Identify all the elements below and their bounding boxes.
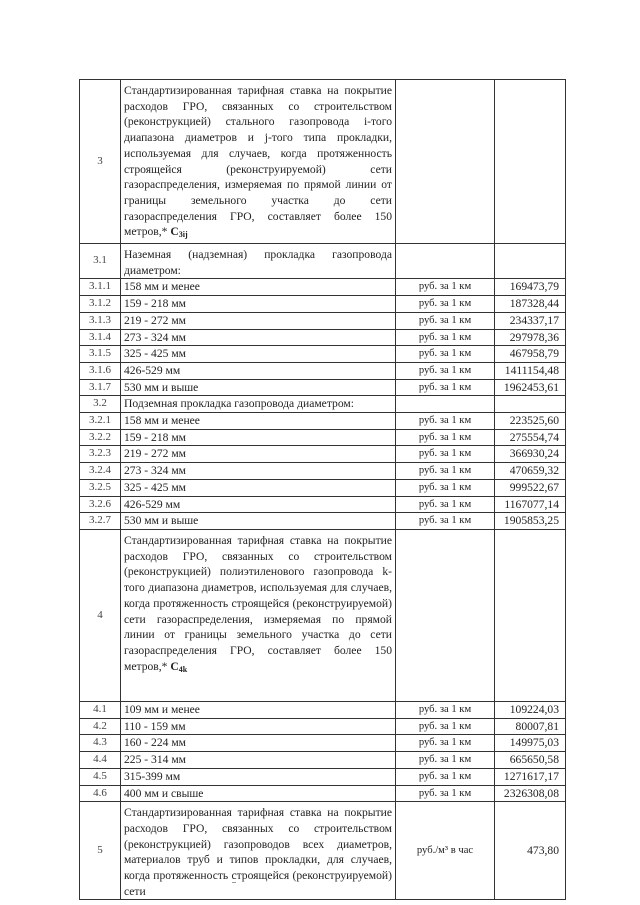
row-value: 665650,58	[495, 752, 566, 769]
row-unit: руб. за 1 км	[396, 379, 495, 396]
row-number: 3	[80, 80, 121, 244]
row-value: 470659,32	[495, 463, 566, 480]
row-number: 3.2.3	[80, 446, 121, 463]
table-row	[80, 429, 566, 446]
row-number: 3.2	[80, 396, 121, 413]
rate-symbol: $С_{4k}$	[170, 659, 188, 674]
table-row	[80, 80, 566, 244]
row-description: 530 мм и выше	[121, 379, 396, 396]
table-row	[80, 463, 566, 480]
row-unit	[396, 80, 495, 244]
table-row	[80, 329, 566, 346]
table-row	[80, 413, 566, 430]
row-value: 1411154,48	[495, 362, 566, 379]
row-value: 1167077,14	[495, 496, 566, 513]
row-value: 1962453,61	[495, 379, 566, 396]
row-number: 4	[80, 529, 121, 701]
row-description: 219 - 272 мм	[121, 446, 396, 463]
table-row	[80, 768, 566, 785]
row-number: 3.2.7	[80, 513, 121, 530]
row-value	[495, 80, 566, 244]
row-number: 4.1	[80, 701, 121, 718]
row-number: 3.2.2	[80, 429, 121, 446]
row-description: 325 - 425 мм	[121, 479, 396, 496]
row-description: 273 - 324 мм	[121, 329, 396, 346]
table-row	[80, 346, 566, 363]
row-value: 169473,79	[495, 279, 566, 296]
row-unit: руб. за 1 км	[396, 362, 495, 379]
row-unit: руб./м³ в час	[396, 802, 495, 900]
scan-mark	[232, 882, 236, 883]
table-row	[80, 279, 566, 296]
row-description: Стандартизированная тарифная ставка на покрытие расходов ГРО, связанных со строительством (реконструкцией) полиэтиленового газопровода k-того диапазона диаметров, используемая для случаев, когда протяженность строящейся (реконструируемой) сети газораспределения, измеряемая по прямой линии от границы земельного участка до сети газораспределения ГРО, составляет более 150 метров,* $С_{4k}$	[121, 529, 396, 701]
row-value	[495, 396, 566, 413]
row-number: 4.2	[80, 718, 121, 735]
row-description: 159 - 218 мм	[121, 429, 396, 446]
row-value: 109224,03	[495, 701, 566, 718]
row-number: 3.2.1	[80, 413, 121, 430]
row-unit: руб. за 1 км	[396, 701, 495, 718]
row-unit: руб. за 1 км	[396, 329, 495, 346]
row-unit: руб. за 1 км	[396, 413, 495, 430]
row-unit: руб. за 1 км	[396, 279, 495, 296]
row-number: 4.3	[80, 735, 121, 752]
row-unit: руб. за 1 км	[396, 296, 495, 313]
row-number: 3.1.1	[80, 279, 121, 296]
row-description: Стандартизированная тарифная ставка на покрытие расходов ГРО, связанных со строительством (реконструкцией) стального газопровода i-того диапазона диаметров и j-того типа прокладки, используемая для случаев, когда протяженность строящейся (реконструируемой) сети газораспределения, измеряемая по прямой линии от границы земельного участка до сети газораспределения ГРО, составляет более 150 метров,* $С_{3ij}$	[121, 80, 396, 244]
row-number: 3.1.6	[80, 362, 121, 379]
tariff-table	[79, 79, 566, 900]
table-row	[80, 446, 566, 463]
row-number: 3.1.3	[80, 312, 121, 329]
row-unit	[396, 396, 495, 413]
row-unit: руб. за 1 км	[396, 429, 495, 446]
table-row	[80, 362, 566, 379]
row-unit: руб. за 1 км	[396, 735, 495, 752]
table-row	[80, 379, 566, 396]
table-row	[80, 513, 566, 530]
row-value: 467958,79	[495, 346, 566, 363]
table-row	[80, 802, 566, 900]
table-row	[80, 312, 566, 329]
row-number: 3.1	[80, 244, 121, 279]
row-description: 273 - 324 мм	[121, 463, 396, 480]
table-row	[80, 479, 566, 496]
row-value: 1905853,25	[495, 513, 566, 530]
row-value: 999522,67	[495, 479, 566, 496]
row-value: 275554,74	[495, 429, 566, 446]
row-value: 1271617,17	[495, 768, 566, 785]
row-value: 187328,44	[495, 296, 566, 313]
row-value: 473,80	[495, 802, 566, 900]
row-description: 158 мм и менее	[121, 279, 396, 296]
row-value: 366930,24	[495, 446, 566, 463]
row-unit: руб. за 1 км	[396, 718, 495, 735]
row-value: 149975,03	[495, 735, 566, 752]
row-unit: руб. за 1 км	[396, 768, 495, 785]
row-number: 3.1.5	[80, 346, 121, 363]
row-number: 3.1.4	[80, 329, 121, 346]
table-row	[80, 396, 566, 413]
row-description: Наземная (надземная) прокладка газопровода диаметром:	[121, 244, 396, 279]
row-number: 3.1.7	[80, 379, 121, 396]
row-description: 225 - 314 мм	[121, 752, 396, 769]
row-value	[495, 529, 566, 701]
row-number: 5	[80, 802, 121, 900]
row-unit: руб. за 1 км	[396, 513, 495, 530]
row-unit: руб. за 1 км	[396, 446, 495, 463]
row-unit: руб. за 1 км	[396, 785, 495, 802]
row-value: 234337,17	[495, 312, 566, 329]
table-row	[80, 735, 566, 752]
row-number: 3.2.4	[80, 463, 121, 480]
row-number: 3.2.5	[80, 479, 121, 496]
table-row	[80, 244, 566, 279]
table-row	[80, 701, 566, 718]
row-value: 297978,36	[495, 329, 566, 346]
row-number: 4.4	[80, 752, 121, 769]
rate-symbol: $С_{3ij}$	[170, 225, 188, 240]
row-value: 223525,60	[495, 413, 566, 430]
table-row	[80, 496, 566, 513]
row-unit	[396, 244, 495, 279]
row-description: 530 мм и выше	[121, 513, 396, 530]
row-description: 159 - 218 мм	[121, 296, 396, 313]
row-description: 325 - 425 мм	[121, 346, 396, 363]
table-row	[80, 718, 566, 735]
row-number: 3.1.2	[80, 296, 121, 313]
table-row	[80, 785, 566, 802]
row-unit	[396, 529, 495, 701]
row-description: 315-399 мм	[121, 768, 396, 785]
row-unit: руб. за 1 км	[396, 312, 495, 329]
row-description: 109 мм и менее	[121, 701, 396, 718]
table-row	[80, 529, 566, 701]
row-unit: руб. за 1 км	[396, 479, 495, 496]
row-description: Стандартизированная тарифная ставка на покрытие расходов ГРО, связанных со строительством (реконструкцией) газопроводов всех диаметров, материалов труб и типов прокладки, для случаев, когда протяженность строящейся (реконструируемой) сети	[121, 802, 396, 900]
row-description: 158 мм и менее	[121, 413, 396, 430]
row-unit: руб. за 1 км	[396, 463, 495, 480]
row-description: 400 мм и свыше	[121, 785, 396, 802]
row-value: 80007,81	[495, 718, 566, 735]
row-description: 160 - 224 мм	[121, 735, 396, 752]
row-unit: руб. за 1 км	[396, 496, 495, 513]
table-row	[80, 752, 566, 769]
row-unit: руб. за 1 км	[396, 346, 495, 363]
row-value: 2326308,08	[495, 785, 566, 802]
table-row	[80, 296, 566, 313]
row-value	[495, 244, 566, 279]
row-description: 110 - 159 мм	[121, 718, 396, 735]
row-unit: руб. за 1 км	[396, 752, 495, 769]
row-number: 4.5	[80, 768, 121, 785]
row-description: 219 - 272 мм	[121, 312, 396, 329]
row-description: 426-529 мм	[121, 496, 396, 513]
row-number: 3.2.6	[80, 496, 121, 513]
row-description: Подземная прокладка газопровода диаметром:	[121, 396, 396, 413]
row-description: 426-529 мм	[121, 362, 396, 379]
row-number: 4.6	[80, 785, 121, 802]
